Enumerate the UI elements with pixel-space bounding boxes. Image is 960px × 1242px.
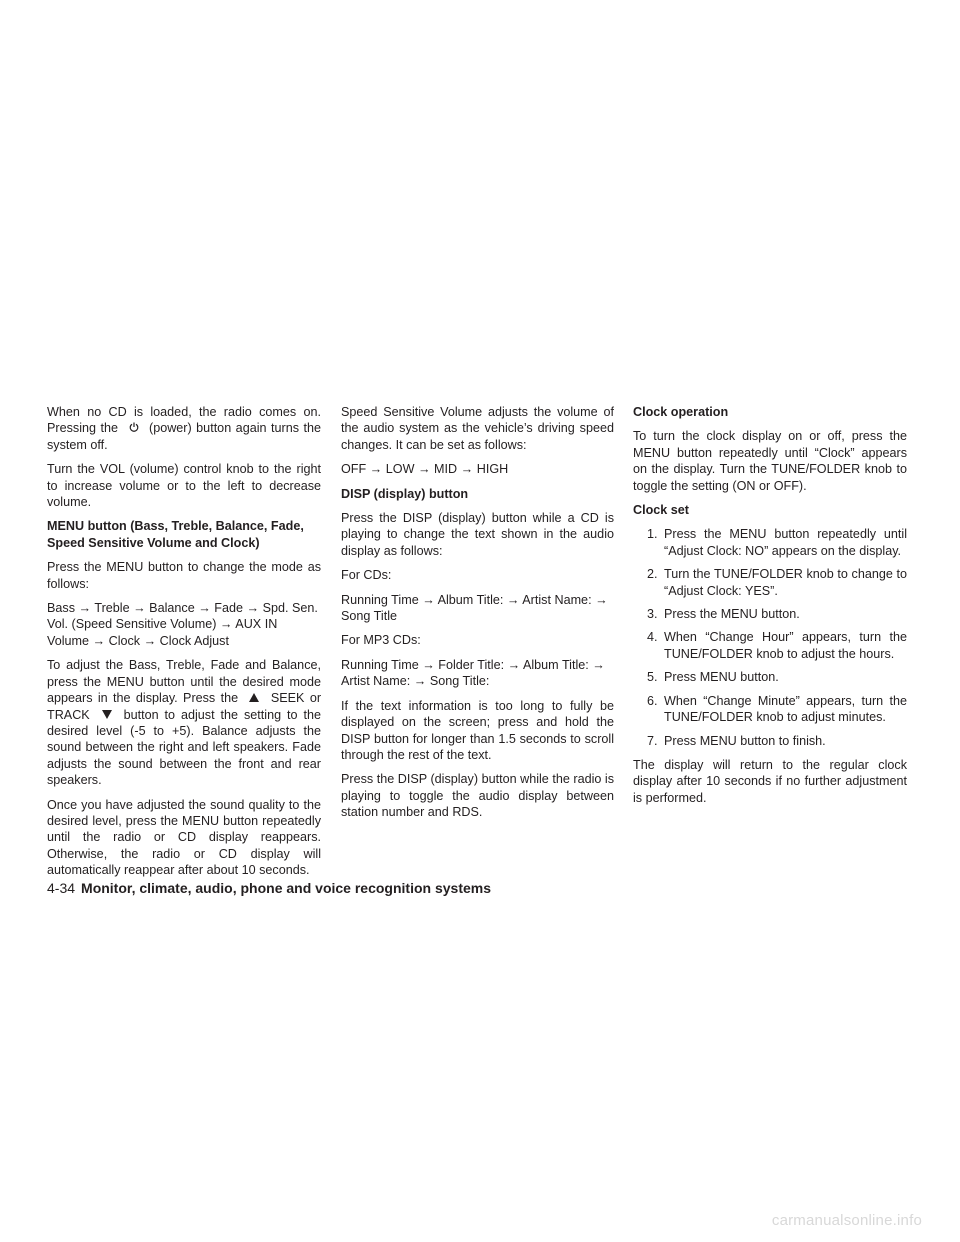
step-number: 7. [647,733,658,748]
paragraph: Speed Sensitive Volume adjusts the volume of the audio system as the vehicle’s driving speed changes. It can be set as follows: [341,405,614,452]
step-number: 2. [647,567,658,582]
list-item [633,693,907,726]
step-text: Turn the TUNE/FOLDER knob to change to “Adjust Clock: YES”. [664,567,907,598]
heading-clock-set: Clock set [633,503,689,518]
paragraph [47,657,321,788]
step-text: Press MENU button. [664,670,779,685]
step-text: When “Change Hour” appears, turn the TUNE/FOLDER knob to adjust the hours. [664,630,907,661]
paragraph: OFF → LOW → MID → HIGH [341,462,509,477]
section-title: Monitor, climate, audio, phone and voice recognition systems [81,880,491,896]
text: When no CD is loaded, the radio comes on. Pressing the [47,405,321,436]
step-number: 4. [647,630,658,645]
list-item [633,733,907,749]
paragraph: Bass → Treble → Balance → Fade → Spd. Sen. Vol. (Speed Sensitive Volume) → AUX IN Volume → Clock → Clock Adjust [47,601,318,648]
paragraph: If the text information is too long to fully be displayed on the screen; press and hold the DISP button for longer than 1.5 seconds to scroll through the rest of the text. [341,698,614,762]
triangle-down-icon [96,707,118,723]
step-number: 3. [647,607,658,622]
column-left [47,404,321,887]
paragraph: Press the DISP (display) button while the radio is playing to toggle the audio display between station number and RDS. [341,772,614,820]
text: SEEK or TRACK [47,691,322,722]
step-text: Press MENU button to finish. [664,733,826,748]
heading-menu-button: MENU button (Bass, Treble, Balance, Fade, Speed Sensitive Volume and Clock) [47,519,304,550]
paragraph: For CDs: [341,568,392,583]
page-footer [47,879,491,897]
page-number: 4-34 [47,880,76,896]
step-number: 5. [647,670,658,685]
paragraph: To turn the clock display on or off, press the MENU button repeatedly until “Clock” appears on the display. Turn the TUNE/FOLDER knob to toggle the setting (ON or OFF). [633,429,907,493]
heading-clock-operation: Clock operation [633,405,729,419]
column-right [633,404,907,814]
step-text: Press the MENU button repeatedly until “Adjust Clock: NO” appears on the display. [664,527,907,558]
paragraph: Once you have adjusted the sound quality to the desired level, press the MENU button repeatedly until the radio or CD display reappears. Otherwise, the radio or CD display will automatically reappear after about 10 seconds. [47,797,321,878]
paragraph: Running Time → Album Title: → Artist Name: → Song Title [341,592,608,624]
list-item [633,526,907,559]
heading-disp-button: DISP (display) button [341,486,469,501]
list-item [633,629,907,662]
paragraph: Press the MENU button to change the mode as follows: [47,560,321,591]
paragraph: Press the DISP (display) button while a CD is playing to change the text shown in the audio display as follows: [341,511,614,558]
list-item [633,669,907,685]
step-text: When “Change Minute” appears, turn the TUNE/FOLDER knob to adjust minutes. [664,693,907,725]
clock-set-steps [633,526,907,748]
text: To adjust the Bass, Treble, Fade and Balance, press the MENU button until the desired mode appears in the display. Press the [47,658,321,706]
step-number: 6. [647,693,658,708]
paragraph: For MP3 CDs: [341,633,421,648]
step-number: 1. [647,527,658,542]
power-icon [123,420,145,436]
list-item [633,566,907,599]
text: (power) button again turns the system off. [47,421,321,452]
list-item [633,606,907,622]
triangle-up-icon [243,690,265,706]
paragraph: Running Time → Folder Title: → Album Title: → Artist Name: → Song Title: [341,657,605,689]
text: button to adjust the setting to the desired level (-5 to +5). Balance adjusts the sound between the right and left speakers. Fade adjusts the sound between the front and rear speakers. [47,707,322,788]
step-text: Press the MENU button. [664,607,800,622]
paragraph: Turn the VOL (volume) control knob to the right to increase volume or to the left to decrease volume. [47,462,321,510]
watermark: carmanualsonline.info [771,1212,922,1229]
paragraph: The display will return to the regular clock display after 10 seconds if no further adjustment is performed. [633,757,907,805]
paragraph [47,404,321,453]
column-middle [341,404,614,829]
